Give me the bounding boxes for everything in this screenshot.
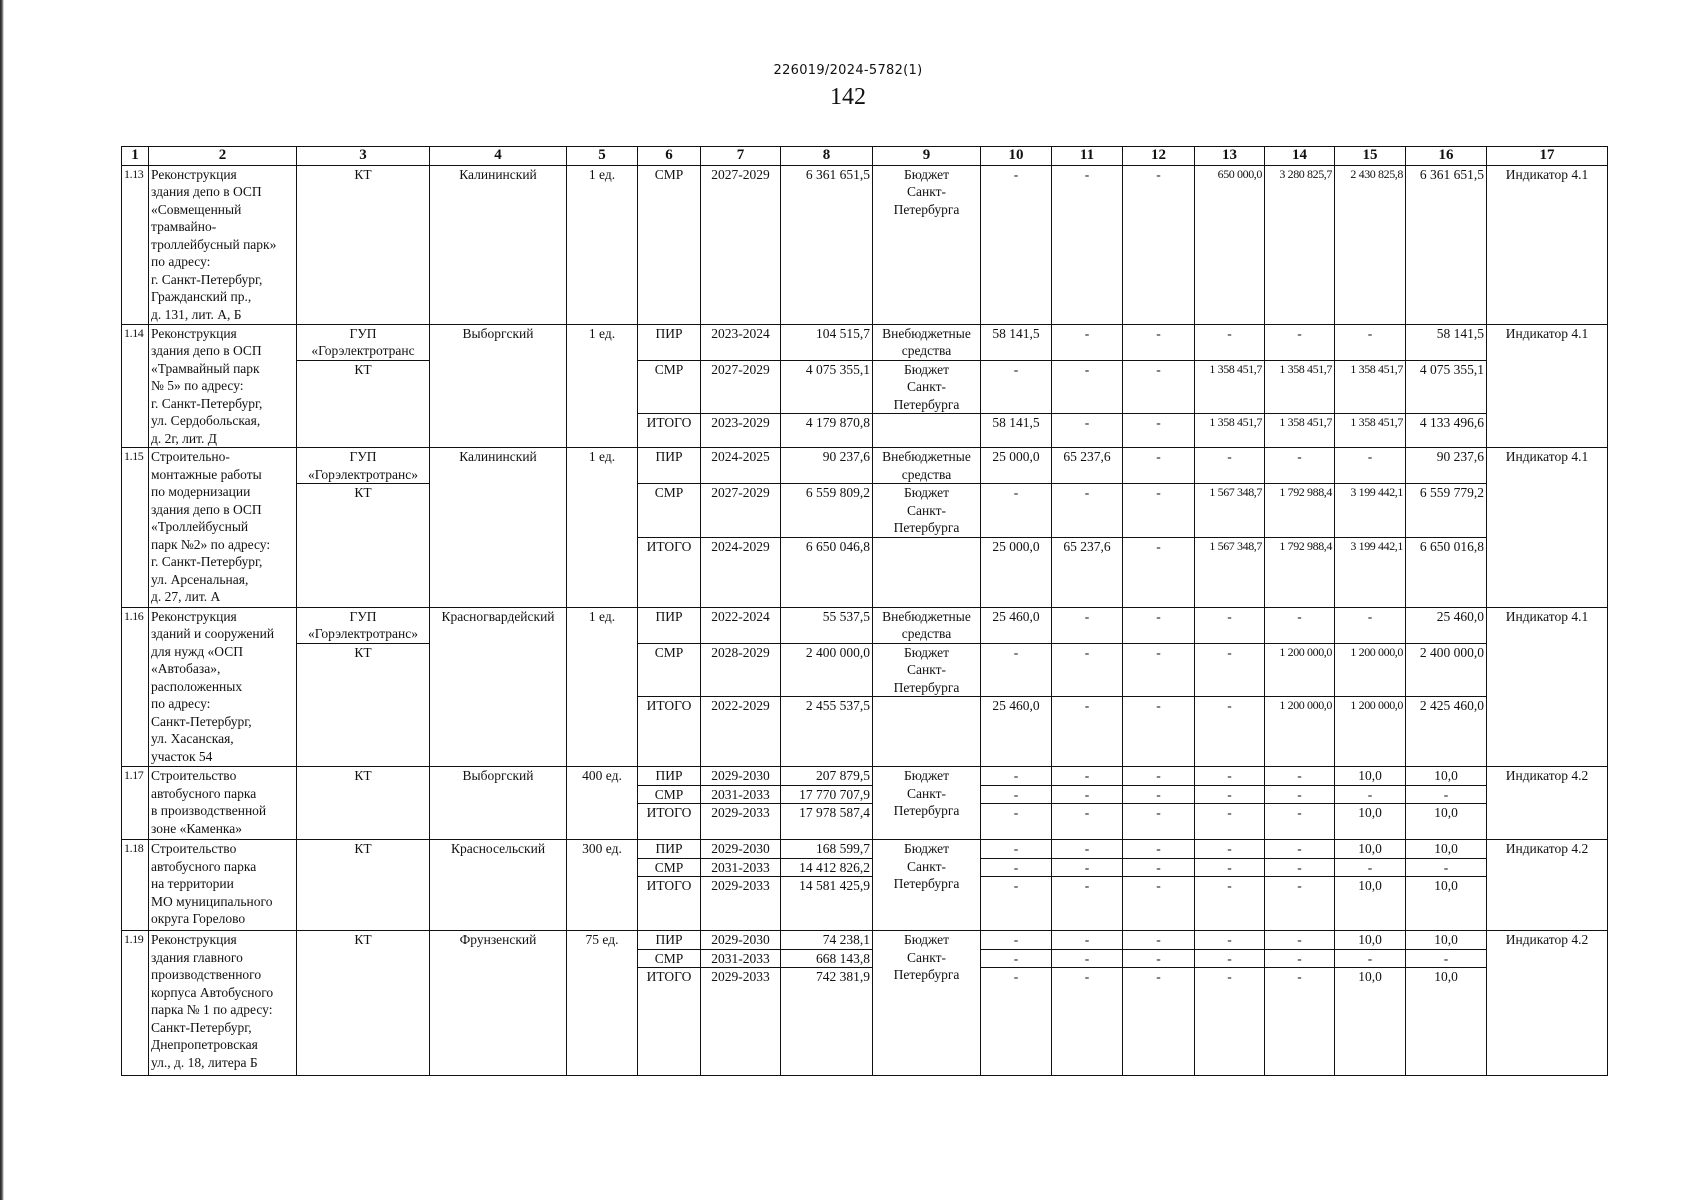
value-col15: 3 199 442,1: [1335, 484, 1406, 538]
table-row: [122, 931, 1608, 950]
total-cost: 104 515,7: [781, 324, 873, 360]
column-header: 9: [873, 147, 981, 166]
value-col11: 65 237,6: [1052, 537, 1123, 607]
value-col15: 1 200 000,0: [1335, 643, 1406, 697]
funding-source: Внебюджетные средства: [873, 607, 981, 643]
stage: СМР: [638, 785, 701, 804]
customer: КТ: [297, 840, 430, 931]
value-col13: 1 358 451,7: [1195, 360, 1265, 414]
value-col10: -: [981, 643, 1052, 697]
value-col10: -: [981, 931, 1052, 950]
document-id: 226019/2024-5782(1): [773, 63, 923, 78]
stage: ПИР: [638, 931, 701, 950]
value-col13: -: [1195, 767, 1265, 786]
value-col14: -: [1265, 877, 1335, 931]
total-cost: 668 143,8: [781, 949, 873, 968]
column-header: 11: [1052, 147, 1123, 166]
customer: ГУП «Горэлектротранс»: [297, 448, 430, 484]
quantity: 1 ед.: [567, 165, 638, 324]
stage: ИТОГО: [638, 877, 701, 931]
value-col11: -: [1052, 804, 1123, 840]
value-col14: -: [1265, 785, 1335, 804]
quantity: 1 ед.: [567, 607, 638, 767]
value-col14: -: [1265, 968, 1335, 1076]
value-col15: 10,0: [1335, 877, 1406, 931]
district: Выборгский: [430, 767, 567, 840]
value-col15: 10,0: [1335, 840, 1406, 859]
district: Красногвардейский: [430, 607, 567, 767]
value-col15: -: [1335, 607, 1406, 643]
value-col12: -: [1123, 949, 1195, 968]
value-col14: -: [1265, 804, 1335, 840]
quantity: 1 ед.: [567, 448, 638, 608]
customer: КТ: [297, 643, 430, 767]
column-header: 7: [701, 147, 781, 166]
value-col13: 1 358 451,7: [1195, 414, 1265, 448]
total-cost: 90 237,6: [781, 448, 873, 484]
value-col11: -: [1052, 931, 1123, 950]
column-header: 12: [1123, 147, 1195, 166]
value-col10: -: [981, 785, 1052, 804]
table-row: [122, 840, 1608, 859]
value-col13: -: [1195, 697, 1265, 767]
value-col16: 2 425 460,0: [1406, 697, 1487, 767]
item-number: 1.15: [122, 448, 149, 608]
value-col11: -: [1052, 360, 1123, 414]
column-header: 16: [1406, 147, 1487, 166]
value-col15: 10,0: [1335, 804, 1406, 840]
value-col16: -: [1406, 949, 1487, 968]
item-number: 1.19: [122, 931, 149, 1076]
total-cost: 17 978 587,4: [781, 804, 873, 840]
value-col11: -: [1052, 767, 1123, 786]
stage: ПИР: [638, 840, 701, 859]
value-col15: -: [1335, 858, 1406, 877]
value-col15: -: [1335, 324, 1406, 360]
value-col14: -: [1265, 840, 1335, 859]
value-col16: 10,0: [1406, 767, 1487, 786]
funding-source-empty: [873, 697, 981, 767]
funding-source: Бюджет Санкт- Петербурга: [873, 767, 981, 840]
total-cost: 2 400 000,0: [781, 643, 873, 697]
value-col16: 10,0: [1406, 931, 1487, 950]
total-cost: 4 075 355,1: [781, 360, 873, 414]
value-col12: -: [1123, 448, 1195, 484]
stage: СМР: [638, 949, 701, 968]
value-col15: 1 200 000,0: [1335, 697, 1406, 767]
period: 2028-2029: [701, 643, 781, 697]
value-col12: -: [1123, 877, 1195, 931]
stage: ПИР: [638, 607, 701, 643]
stage: СМР: [638, 643, 701, 697]
column-header: 15: [1335, 147, 1406, 166]
funding-source: Бюджет Санкт- Петербурга: [873, 931, 981, 1076]
item-number: 1.16: [122, 607, 149, 767]
value-col15: 3 199 442,1: [1335, 537, 1406, 607]
table-row: [122, 165, 1608, 324]
value-col11: 65 237,6: [1052, 448, 1123, 484]
column-header: 13: [1195, 147, 1265, 166]
period: 2029-2033: [701, 877, 781, 931]
value-col12: -: [1123, 324, 1195, 360]
value-col14: -: [1265, 607, 1335, 643]
period: 2029-2030: [701, 767, 781, 786]
column-header: 14: [1265, 147, 1335, 166]
object-name: Реконструкция здания депо в ОСП «Совмещенный трамвайно- троллейбусный парк» по адресу: г. Санкт-Петербург, Гражданский пр., д. 131, лит. А, Б: [149, 165, 297, 324]
value-col15: 2 430 825,8: [1335, 165, 1406, 324]
value-col13: -: [1195, 643, 1265, 697]
value-col14: 1 358 451,7: [1265, 414, 1335, 448]
district: Красносельский: [430, 840, 567, 931]
value-col12: -: [1123, 643, 1195, 697]
value-col16: 6 559 779,2: [1406, 484, 1487, 538]
district: Калининский: [430, 448, 567, 608]
column-header: 10: [981, 147, 1052, 166]
value-col13: -: [1195, 931, 1265, 950]
value-col10: -: [981, 767, 1052, 786]
item-number: 1.17: [122, 767, 149, 840]
value-col14: -: [1265, 858, 1335, 877]
period: 2029-2033: [701, 804, 781, 840]
column-header: 1: [122, 147, 149, 166]
value-col12: -: [1123, 785, 1195, 804]
period: 2027-2029: [701, 360, 781, 414]
object-name: Строительство автобусного парка в производственной зоне «Каменка»: [149, 767, 297, 840]
value-col12: -: [1123, 840, 1195, 859]
period: 2022-2029: [701, 697, 781, 767]
value-col12: -: [1123, 360, 1195, 414]
value-col10: 25 460,0: [981, 607, 1052, 643]
funding-source-empty: [873, 414, 981, 448]
district: Выборгский: [430, 324, 567, 448]
item-number: 1.14: [122, 324, 149, 448]
funding-source: Бюджет Санкт- Петербурга: [873, 840, 981, 931]
column-header: 6: [638, 147, 701, 166]
indicator: Индикатор 4.2: [1487, 931, 1608, 1076]
value-col11: -: [1052, 414, 1123, 448]
funding-source-empty: [873, 537, 981, 607]
total-cost: 17 770 707,9: [781, 785, 873, 804]
period: 2023-2024: [701, 324, 781, 360]
value-col12: -: [1123, 484, 1195, 538]
value-col12: -: [1123, 414, 1195, 448]
value-col16: -: [1406, 785, 1487, 804]
column-header: 4: [430, 147, 567, 166]
customer: КТ: [297, 484, 430, 608]
stage: СМР: [638, 165, 701, 324]
value-col15: -: [1335, 448, 1406, 484]
value-col12: -: [1123, 804, 1195, 840]
table-row: [122, 448, 1608, 484]
value-col16: 4 133 496,6: [1406, 414, 1487, 448]
value-col10: 25 460,0: [981, 697, 1052, 767]
table-row: [122, 360, 1608, 414]
value-col16: 25 460,0: [1406, 607, 1487, 643]
value-col16: 90 237,6: [1406, 448, 1487, 484]
column-header: 2: [149, 147, 297, 166]
value-col16: 10,0: [1406, 877, 1487, 931]
value-col14: 1 792 988,4: [1265, 537, 1335, 607]
column-header: 3: [297, 147, 430, 166]
object-name: Реконструкция здания главного производственного корпуса Автобусного парка № 1 по адресу: Санкт-Петербург, Днепропетровская ул., д. 18, литера Б: [149, 931, 297, 1076]
value-col10: 58 141,5: [981, 414, 1052, 448]
table-row: [122, 324, 1608, 360]
value-col15: -: [1335, 785, 1406, 804]
stage: ИТОГО: [638, 804, 701, 840]
period: 2027-2029: [701, 165, 781, 324]
period: 2027-2029: [701, 484, 781, 538]
value-col12: -: [1123, 767, 1195, 786]
value-col11: -: [1052, 840, 1123, 859]
value-col10: 58 141,5: [981, 324, 1052, 360]
value-col16: 6 650 016,8: [1406, 537, 1487, 607]
period: 2031-2033: [701, 858, 781, 877]
value-col15: 10,0: [1335, 767, 1406, 786]
indicator: Индикатор 4.1: [1487, 165, 1608, 324]
value-col11: -: [1052, 324, 1123, 360]
value-col13: -: [1195, 607, 1265, 643]
value-col12: -: [1123, 931, 1195, 950]
value-col16: 6 361 651,5: [1406, 165, 1487, 324]
value-col13: -: [1195, 324, 1265, 360]
value-col12: -: [1123, 607, 1195, 643]
value-col11: -: [1052, 858, 1123, 877]
value-col16: 10,0: [1406, 968, 1487, 1076]
value-col15: 10,0: [1335, 968, 1406, 1076]
scan-edge: [0, 0, 4, 1200]
value-col12: -: [1123, 165, 1195, 324]
total-cost: 2 455 537,5: [781, 697, 873, 767]
customer: КТ: [297, 360, 430, 448]
value-col12: -: [1123, 537, 1195, 607]
value-col10: -: [981, 840, 1052, 859]
value-col10: -: [981, 877, 1052, 931]
column-header: 8: [781, 147, 873, 166]
value-col13: -: [1195, 785, 1265, 804]
value-col13: -: [1195, 804, 1265, 840]
stage: ИТОГО: [638, 697, 701, 767]
period: 2024-2025: [701, 448, 781, 484]
value-col15: 1 358 451,7: [1335, 414, 1406, 448]
table-row: [122, 767, 1608, 786]
indicator: Индикатор 4.1: [1487, 448, 1608, 608]
district: Фрунзенский: [430, 931, 567, 1076]
indicator: Индикатор 4.2: [1487, 767, 1608, 840]
stage: ПИР: [638, 324, 701, 360]
value-col10: -: [981, 484, 1052, 538]
value-col16: 4 075 355,1: [1406, 360, 1487, 414]
period: 2029-2030: [701, 931, 781, 950]
column-header: 17: [1487, 147, 1608, 166]
item-number: 1.18: [122, 840, 149, 931]
total-cost: 14 581 425,9: [781, 877, 873, 931]
value-col11: -: [1052, 785, 1123, 804]
value-col14: 3 280 825,7: [1265, 165, 1335, 324]
value-col14: 1 200 000,0: [1265, 643, 1335, 697]
value-col11: -: [1052, 877, 1123, 931]
customer: КТ: [297, 767, 430, 840]
quantity: 1 ед.: [567, 324, 638, 448]
value-col14: 1 200 000,0: [1265, 697, 1335, 767]
value-col13: -: [1195, 858, 1265, 877]
period: 2029-2030: [701, 840, 781, 859]
value-col14: -: [1265, 448, 1335, 484]
funding-source: Внебюджетные средства: [873, 448, 981, 484]
indicator: Индикатор 4.1: [1487, 607, 1608, 767]
value-col11: -: [1052, 697, 1123, 767]
period: 2031-2033: [701, 949, 781, 968]
value-col13: -: [1195, 840, 1265, 859]
value-col14: -: [1265, 324, 1335, 360]
value-col10: -: [981, 949, 1052, 968]
quantity: 400 ед.: [567, 767, 638, 840]
column-header: 5: [567, 147, 638, 166]
value-col14: -: [1265, 767, 1335, 786]
value-col10: -: [981, 165, 1052, 324]
item-number: 1.13: [122, 165, 149, 324]
value-col15: -: [1335, 949, 1406, 968]
object-name: Строительство автобусного парка на территории МО муниципального округа Горелово: [149, 840, 297, 931]
indicator: Индикатор 4.2: [1487, 840, 1608, 931]
column-number-row: [122, 147, 1608, 166]
indicator: Индикатор 4.1: [1487, 324, 1608, 448]
total-cost: 742 381,9: [781, 968, 873, 1076]
funding-source: Бюджет Санкт- Петербурга: [873, 165, 981, 324]
period: 2031-2033: [701, 785, 781, 804]
period: 2024-2029: [701, 537, 781, 607]
table-row: [122, 643, 1608, 697]
stage: ПИР: [638, 448, 701, 484]
value-col10: -: [981, 804, 1052, 840]
funding-source: Бюджет Санкт- Петербурга: [873, 643, 981, 697]
object-name: Реконструкция здания депо в ОСП «Трамвайный парк № 5» по адресу: г. Санкт-Петербург, ул. Сердобольская, д. 2г, лит. Д: [149, 324, 297, 448]
table-row: [122, 607, 1608, 643]
customer: КТ: [297, 165, 430, 324]
value-col12: -: [1123, 858, 1195, 877]
stage: ИТОГО: [638, 414, 701, 448]
value-col15: 1 358 451,7: [1335, 360, 1406, 414]
value-col14: 1 358 451,7: [1265, 360, 1335, 414]
stage: ПИР: [638, 767, 701, 786]
value-col16: 10,0: [1406, 840, 1487, 859]
total-cost: 6 650 046,8: [781, 537, 873, 607]
value-col14: -: [1265, 949, 1335, 968]
value-col13: 1 567 348,7: [1195, 484, 1265, 538]
value-col16: 2 400 000,0: [1406, 643, 1487, 697]
value-col13: -: [1195, 448, 1265, 484]
value-col11: -: [1052, 643, 1123, 697]
investment-table: [121, 146, 1608, 1076]
object-name: Реконструкция зданий и сооружений для нужд «ОСП «Автобаза», расположенных по адресу: Санкт-Петербург, ул. Хасанская, участок 54: [149, 607, 297, 767]
total-cost: 207 879,5: [781, 767, 873, 786]
value-col13: -: [1195, 877, 1265, 931]
quantity: 300 ед.: [567, 840, 638, 931]
funding-source: Внебюджетные средства: [873, 324, 981, 360]
customer: КТ: [297, 931, 430, 1076]
funding-source: Бюджет Санкт- Петербурга: [873, 360, 981, 414]
period: 2022-2024: [701, 607, 781, 643]
value-col13: -: [1195, 949, 1265, 968]
value-col16: 10,0: [1406, 804, 1487, 840]
value-col11: -: [1052, 949, 1123, 968]
total-cost: 6 361 651,5: [781, 165, 873, 324]
period: 2029-2033: [701, 968, 781, 1076]
funding-source: Бюджет Санкт- Петербурга: [873, 484, 981, 538]
stage: СМР: [638, 360, 701, 414]
customer: ГУП «Горэлектротранс: [297, 324, 430, 360]
district: Калининский: [430, 165, 567, 324]
value-col16: 58 141,5: [1406, 324, 1487, 360]
value-col10: -: [981, 858, 1052, 877]
value-col11: -: [1052, 607, 1123, 643]
value-col16: -: [1406, 858, 1487, 877]
stage: ИТОГО: [638, 968, 701, 1076]
value-col10: -: [981, 360, 1052, 414]
period: 2023-2029: [701, 414, 781, 448]
customer: ГУП «Горэлектротранс»: [297, 607, 430, 643]
value-col13: -: [1195, 968, 1265, 1076]
total-cost: 6 559 809,2: [781, 484, 873, 538]
value-col14: 1 792 988,4: [1265, 484, 1335, 538]
total-cost: 4 179 870,8: [781, 414, 873, 448]
total-cost: 168 599,7: [781, 840, 873, 859]
page-number: 142: [830, 84, 866, 110]
value-col10: -: [981, 968, 1052, 1076]
stage: СМР: [638, 484, 701, 538]
value-col11: -: [1052, 165, 1123, 324]
stage: ИТОГО: [638, 537, 701, 607]
value-col10: 25 000,0: [981, 537, 1052, 607]
value-col12: -: [1123, 697, 1195, 767]
total-cost: 14 412 826,2: [781, 858, 873, 877]
stage: СМР: [638, 858, 701, 877]
value-col11: -: [1052, 484, 1123, 538]
value-col14: -: [1265, 931, 1335, 950]
total-cost: 74 238,1: [781, 931, 873, 950]
total-cost: 55 537,5: [781, 607, 873, 643]
quantity: 75 ед.: [567, 931, 638, 1076]
object-name: Строительно- монтажные работы по модернизации здания депо в ОСП «Троллейбусный парк №2» по адресу: г. Санкт-Петербург, ул. Арсенальная, д. 27, лит. А: [149, 448, 297, 608]
value-col11: -: [1052, 968, 1123, 1076]
table-row: [122, 484, 1608, 538]
value-col15: 10,0: [1335, 931, 1406, 950]
value-col13: 1 567 348,7: [1195, 537, 1265, 607]
value-col12: -: [1123, 968, 1195, 1076]
value-col13: 650 000,0: [1195, 165, 1265, 324]
value-col10: 25 000,0: [981, 448, 1052, 484]
